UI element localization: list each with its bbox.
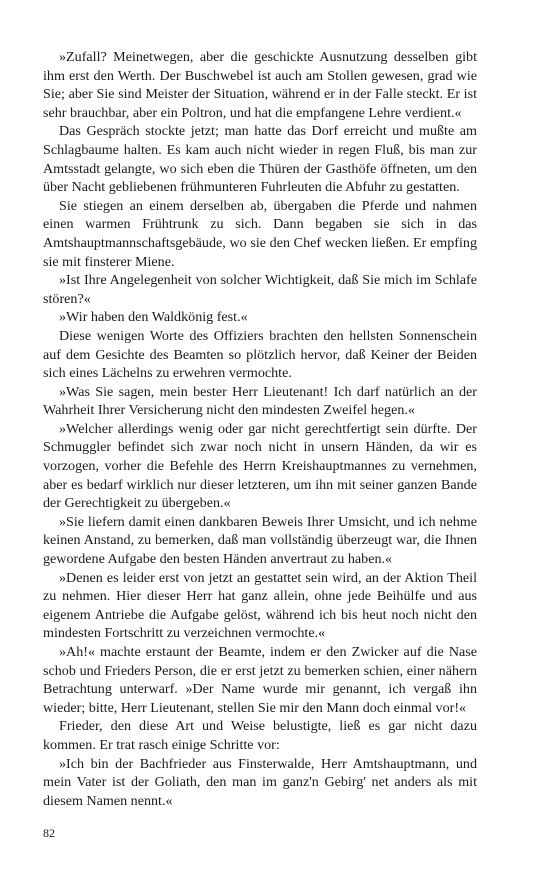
paragraph: »Sie liefern damit einen dankbaren Beweis Ihrer Umsicht, und ich nehme keinen Anstand, zu bemerken, daß man vollständig überzeugt war, die Ihnen gewordene Aufgabe den besten Händen anvertraut zu haben.« [43, 513, 477, 568]
paragraph: Sie stiegen an einem derselben ab, übergaben die Pferde und nahmen einen warmen Frühtrunk zu sich. Dann begaben sie sich in das Amtshauptmannschaftsgebäude, wo sie den Chef wecken ließen. Er empfing sie mit finsterer Miene. [43, 197, 477, 270]
paragraph: »Ich bin der Bachfrieder aus Finsterwalde, Herr Amtshauptmann, und mein Vater ist der Goliath, den man im ganz'n Gebirg' net anders als mit diesem Namen nennt.« [43, 755, 477, 809]
paragraph: »Welcher allerdings wenig oder gar nicht gerechtfertigt sein dürfte. Der Schmuggler befindet sich zwar noch nicht in unsern Händen, da wir es vorzogen, vorher die Befehle des Herrn Kreishauptmannes zu vernehmen, aber es bedarf wirklich nur dieser letzteren, um ihn mit seiner ganzen Bande der Gerechtigkeit zu übergeben.« [43, 420, 477, 512]
paragraph: »Wir haben den Waldkönig fest.« [59, 309, 248, 326]
paragraph: »Ist Ihre Angelegenheit von solcher Wichtigkeit, daß Sie mich im Schlafe stören?« [43, 272, 477, 307]
paragraph: Das Gespräch stockte jetzt; man hatte das Dorf erreicht und mußte am Schlagbaume halten. Es kam auch nicht wieder in regen Fluß, bis man zur Amtsstadt gelangte, wo sich eben die Thüren der Gasthöfe öffneten, um den über Nacht gebliebenen frühmunteren Fuhrleuten die Abfuhr zu gestatten. [43, 123, 477, 196]
paragraph: »Zufall? Meinetwegen, aber die geschickte Ausnutzung desselben gibt ihm erst den Werth. Der Buschwebel ist auch am Stollen gewesen, grad wie Sie; aber Sie sind Meister der Situation, während er in der Falle steckt. Er ist sehr brauchbar, aber ein Poltron, und hat die empfangene Lehre verdient.« [43, 49, 477, 121]
paragraph: »Ah!« machte erstaunt der Beamte, indem er den Zwicker auf die Nase schob und Frieders Person, die er erst jetzt zu bemerken schien, einer nähern Betrachtung unterwarf. »Der Name wurde mir genannt, ich vergaß ihn wieder; bitte, Herr Lieutenant, stellen Sie mir den Mann doch einmal vor!« [43, 644, 477, 716]
page-body [43, 48, 477, 810]
paragraph: »Denen es leider erst von jetzt an gestattet sein wird, an der Aktion Theil zu nehmen. Hier dieser Herr hat ganz allein, ohne jede Beihülfe und aus eigenem Antriebe die Aufgabe gelöst, während ich bis heut noch nicht den mindesten Fortschritt zu verzeichnen vermochte.« [43, 569, 477, 642]
paragraph: Frieder, den diese Art und Weise belustigte, ließ es gar nicht dazu kommen. Er trat rasch einige Schritte vor: [43, 718, 477, 753]
paragraph: »Was Sie sagen, mein bester Herr Lieutenant! Ich darf natürlich an der Wahrheit Ihrer Versicherung nicht den mindesten Zweifel hegen.« [43, 383, 477, 419]
paragraph: Diese wenigen Worte des Offiziers brachten den hellsten Sonnenschein auf dem Gesichte des Beamten so plötzlich hervor, daß Keiner der Beiden sich eines Lächelns zu erwehren vermochte. [43, 327, 477, 382]
page-number: 82 [43, 826, 55, 840]
